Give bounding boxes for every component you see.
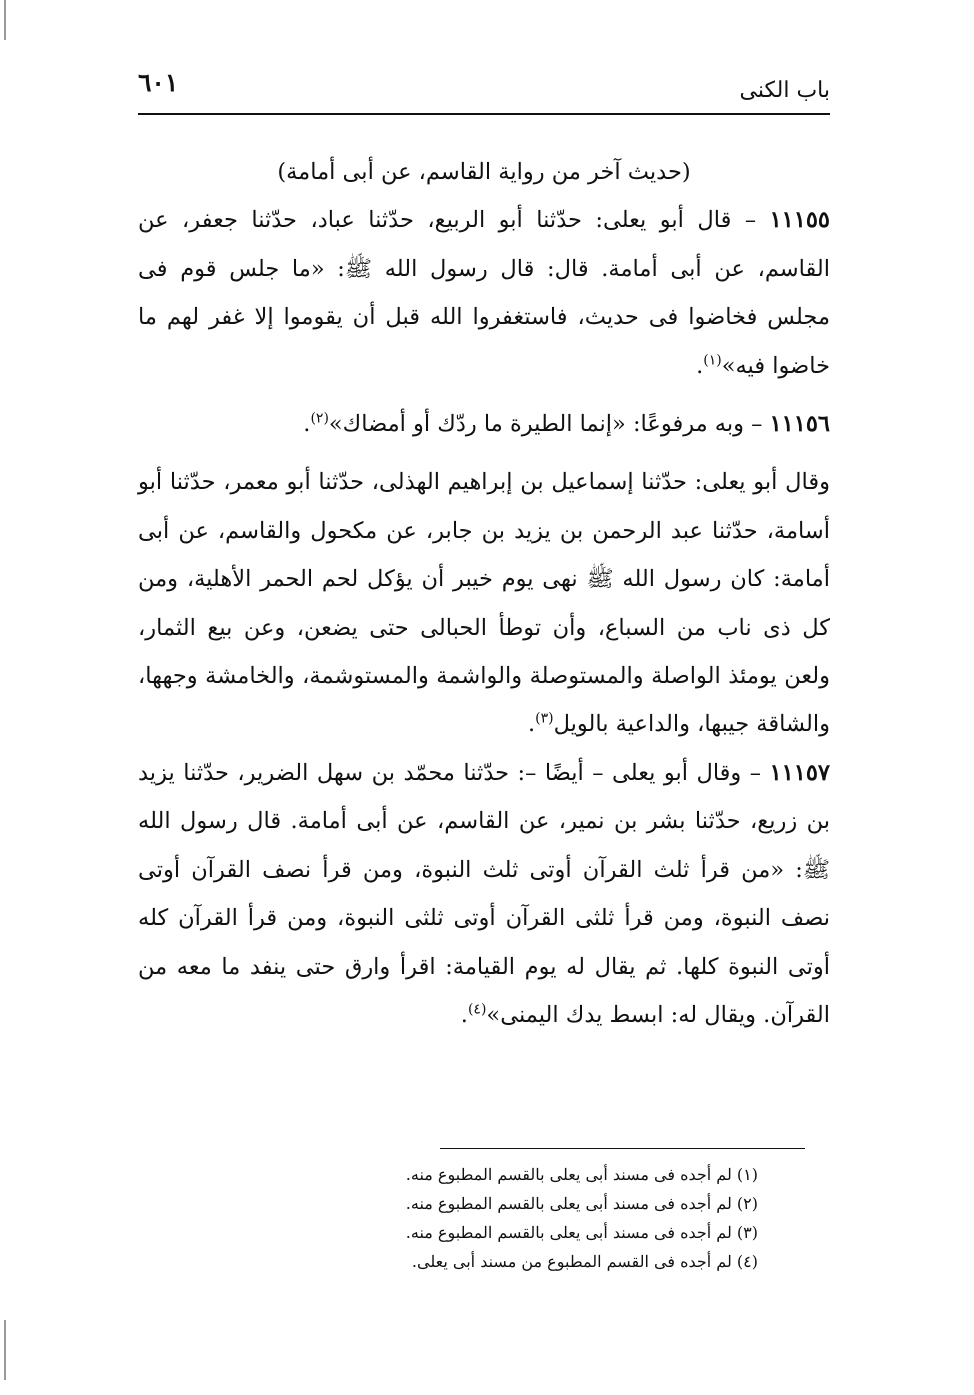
hadith-end: .	[696, 352, 704, 379]
hadith-11156	[138, 400, 830, 448]
hadith-number: ١١١٥٧	[769, 759, 830, 786]
hadith-end: .	[303, 411, 311, 438]
hadith-11156-continuation	[138, 458, 830, 748]
footnote-marker: (٢)	[310, 410, 329, 427]
scan-edge-mark	[4, 0, 6, 40]
footnote-marker: (٣)	[535, 710, 554, 727]
footnote-marker: (٤)	[467, 1001, 487, 1018]
footnotes	[138, 1160, 830, 1276]
footnote-item: (٣) لم أجده فى مسند أبى يعلى بالقسم المطبوع منه.	[405, 1223, 758, 1242]
section-heading: (حديث آخر من رواية القاسم، عن أبى أمامة)	[277, 159, 691, 185]
hadith-11155	[138, 196, 830, 390]
hadith-text: – وبه مرفوعًا: «إنما الطيرة ما ردّك أو أمضاك»	[328, 411, 770, 438]
hadith-number: ١١١٥٦	[769, 411, 830, 438]
hadith-end: .	[528, 711, 536, 738]
page-number: ٦٠١	[138, 68, 179, 97]
hadith-number: ١١١٥٥	[769, 207, 830, 234]
chapter-title: باب الكنى	[739, 78, 830, 103]
running-header	[138, 60, 830, 110]
hadith-end: .	[460, 1001, 468, 1028]
hadith-11157	[138, 749, 830, 1039]
footnote-item: (١) لم أجده فى مسند أبى يعلى بالقسم المطبوع منه.	[405, 1165, 758, 1184]
header-rule	[138, 113, 830, 115]
footnote-rule	[440, 1148, 805, 1149]
main-text	[138, 148, 830, 1039]
hadith-text: – قال أبو يعلى: حدّثنا أبو الربيع، حدّثنا عباد، حدّثنا جعفر، عن القاسم، عن أبى أمامة. قال: قال رسول الله ﷺ: «ما جلس قوم فى مجلس فخاضوا فى حديث، فاستغفروا الله قبل أن يقوموا إلا غفر لهم ما خاضوا فيه»	[138, 207, 830, 379]
scan-edge-mark	[4, 1320, 6, 1380]
hadith-text: – وقال أبو يعلى – أيضًا –: حدّثنا محمّد بن سهل الضرير، حدّثنا يزيد بن زريع، حدّثنا بشر بن نمير، عن القاسم، عن أبى أمامة. قال رسول الله ﷺ: «من قرأ ثلث القرآن أوتى ثلث النبوة، ومن قرأ نصف القرآن أوتى نصف النبوة، ومن قرأ ثلثى القرآن أوتى ثلثى النبوة، ومن قرأ القرآن كله أوتى النبوة كلها. ثم يقال له يوم القيامة: اقرأ وارق حتى ينفد ما معه من القرآن. ويقال له: ابسط يدك اليمنى»	[138, 759, 830, 1028]
footnote-item: (٤) لم أجده فى القسم المطبوع من مسند أبى يعلى.	[411, 1252, 758, 1271]
footnote-item: (٢) لم أجده فى مسند أبى يعلى بالقسم المطبوع منه.	[405, 1194, 758, 1213]
footnote-marker: (١)	[703, 352, 722, 369]
hadith-text: وقال أبو يعلى: حدّثنا إسماعيل بن إبراهيم الهذلى، حدّثنا أبو معمر، حدّثنا أبو أسامة، حدّثنا عبد الرحمن بن يزيد بن جابر، عن مكحول والقاسم، عن أبى أمامة: كان رسول الله ﷺ نهى يوم خيبر أن يؤكل لحم الحمر الأهلية، ومن كل ذى ناب من السباع، وأن توطأ الحبالى حتى يضعن، وعن بيع الثمار، ولعن يومئذ الواصلة والمستوصلة والواشمة والمستوشمة، والخامشة وجهها، والشاقة جيبها، والداعية بالويل	[138, 469, 830, 738]
